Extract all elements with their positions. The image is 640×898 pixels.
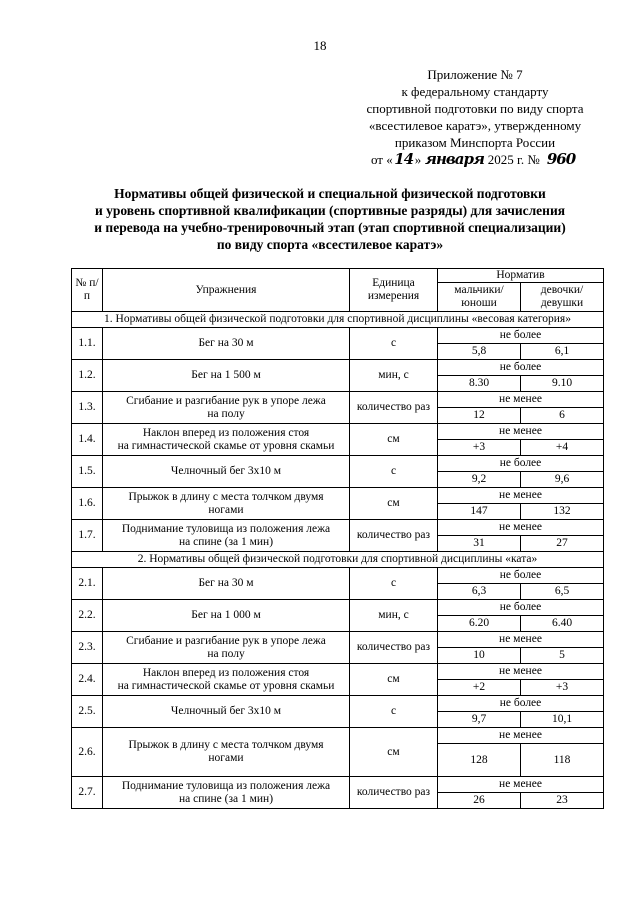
header-norm: Норматив bbox=[438, 269, 604, 283]
title-line: Нормативы общей физической и специальной физической подготовки bbox=[114, 186, 546, 201]
order-date-line bbox=[340, 151, 610, 168]
row-number: 2.6. bbox=[72, 728, 103, 777]
boys-value: +2 bbox=[438, 680, 521, 696]
girls-value: 132 bbox=[521, 504, 604, 520]
boys-value: 6.20 bbox=[438, 616, 521, 632]
criterion: не более bbox=[438, 600, 604, 616]
exercise-line: Поднимание туловища из положения лежа bbox=[121, 522, 331, 535]
unit: с bbox=[350, 456, 438, 488]
table-row bbox=[72, 696, 604, 712]
header-girls: девочки/ девушки bbox=[521, 283, 604, 312]
unit: с bbox=[350, 568, 438, 600]
criterion: не менее bbox=[438, 632, 604, 648]
boys-value: 10 bbox=[438, 648, 521, 664]
row-number: 2.4. bbox=[72, 664, 103, 696]
exercise-line: ногами bbox=[208, 503, 244, 516]
exercise-line: на гимнастической скамье от уровня скамьи bbox=[117, 439, 335, 452]
header-unit: Единица измерения bbox=[350, 269, 438, 312]
row-number: 2.5. bbox=[72, 696, 103, 728]
table-body bbox=[72, 312, 604, 809]
row-number: 1.3. bbox=[72, 392, 103, 424]
girls-value: 23 bbox=[521, 793, 604, 809]
section-title: 2. Нормативы общей физической подготовки для спортивной дисциплины «ката» bbox=[72, 552, 604, 568]
row-number: 1.5. bbox=[72, 456, 103, 488]
unit: количество раз bbox=[350, 392, 438, 424]
boys-value: +3 bbox=[438, 440, 521, 456]
table-row bbox=[72, 360, 604, 376]
criterion: не менее bbox=[438, 777, 604, 793]
boys-value: 147 bbox=[438, 504, 521, 520]
unit: см bbox=[350, 424, 438, 456]
girls-value: +3 bbox=[521, 680, 604, 696]
unit: с bbox=[350, 696, 438, 728]
section-row bbox=[72, 312, 604, 328]
unit: см bbox=[350, 488, 438, 520]
table-row bbox=[72, 664, 604, 680]
header-boys: мальчики/ юноши bbox=[438, 283, 521, 312]
girls-value: 6,1 bbox=[521, 344, 604, 360]
criterion: не более bbox=[438, 456, 604, 472]
exercise-line: Бег на 30 м bbox=[198, 577, 254, 589]
table-row bbox=[72, 568, 604, 584]
exercise-name bbox=[103, 777, 350, 809]
unit: мин, с bbox=[350, 360, 438, 392]
row-number: 2.3. bbox=[72, 632, 103, 664]
boys-value: 6,3 bbox=[438, 584, 521, 600]
table-row bbox=[72, 600, 604, 616]
document-title bbox=[60, 185, 600, 253]
boys-value: 12 bbox=[438, 408, 521, 424]
criterion: не более bbox=[438, 568, 604, 584]
row-number: 1.2. bbox=[72, 360, 103, 392]
row-number: 1.1. bbox=[72, 328, 103, 360]
row-number: 2.1. bbox=[72, 568, 103, 600]
girls-value: 9.10 bbox=[521, 376, 604, 392]
exercise-line: Сгибание и разгибание рук в упоре лежа bbox=[126, 394, 326, 407]
date-mid: » bbox=[414, 152, 422, 167]
criterion: не менее bbox=[438, 424, 604, 440]
appendix-line: к федеральному стандарту bbox=[401, 84, 549, 99]
exercise-line: Бег на 30 м bbox=[198, 337, 254, 349]
exercise-line: на полу bbox=[207, 647, 245, 660]
criterion: не менее bbox=[438, 728, 604, 744]
row-number: 1.4. bbox=[72, 424, 103, 456]
standards-table bbox=[71, 268, 604, 809]
exercise-name bbox=[103, 328, 350, 360]
exercise-name bbox=[103, 360, 350, 392]
unit: см bbox=[350, 664, 438, 696]
criterion: не менее bbox=[438, 392, 604, 408]
girls-value: 6.40 bbox=[521, 616, 604, 632]
header-number: № п/п bbox=[72, 269, 103, 312]
table-row bbox=[72, 328, 604, 344]
table-row bbox=[72, 777, 604, 793]
appendix-line: приказом Минспорта России bbox=[394, 135, 556, 150]
row-number: 1.6. bbox=[72, 488, 103, 520]
appendix-block bbox=[340, 66, 610, 168]
table-row bbox=[72, 488, 604, 504]
title-line: по виду спорта «всестилевое каратэ» bbox=[216, 237, 444, 252]
exercise-line: ногами bbox=[208, 752, 244, 764]
exercise-name bbox=[103, 520, 350, 552]
unit: мин, с bbox=[350, 600, 438, 632]
exercise-name bbox=[103, 488, 350, 520]
boys-value: 9,2 bbox=[438, 472, 521, 488]
boys-value: 5,8 bbox=[438, 344, 521, 360]
table-row bbox=[72, 424, 604, 440]
criterion: не более bbox=[438, 328, 604, 344]
exercise-line: на спине (за 1 мин) bbox=[178, 792, 274, 805]
unit: количество раз bbox=[350, 777, 438, 809]
page-number: 18 bbox=[313, 38, 327, 53]
exercise-name bbox=[103, 632, 350, 664]
exercise-name bbox=[103, 600, 350, 632]
criterion: не более bbox=[438, 360, 604, 376]
unit: см bbox=[350, 728, 438, 777]
girls-value: 6,5 bbox=[521, 584, 604, 600]
exercise-name bbox=[103, 728, 350, 777]
exercise-line: Наклон вперед из положения стоя bbox=[142, 426, 310, 439]
exercise-line: Сгибание и разгибание рук в упоре лежа bbox=[126, 634, 326, 647]
girls-value: 118 bbox=[521, 744, 604, 777]
exercise-name bbox=[103, 696, 350, 728]
criterion: не менее bbox=[438, 488, 604, 504]
boys-value: 128 bbox=[438, 744, 521, 777]
row-number: 1.7. bbox=[72, 520, 103, 552]
girls-value: 9,6 bbox=[521, 472, 604, 488]
boys-value: 31 bbox=[438, 536, 521, 552]
section-row bbox=[72, 552, 604, 568]
row-number: 2.2. bbox=[72, 600, 103, 632]
table-row bbox=[72, 392, 604, 408]
boys-value: 8.30 bbox=[438, 376, 521, 392]
date-prefix: от « bbox=[370, 152, 393, 167]
exercise-line: Прыжок в длину с места толчком двумя bbox=[128, 739, 324, 751]
exercise-name bbox=[103, 664, 350, 696]
exercise-line: Челночный бег 3х10 м bbox=[170, 705, 282, 717]
girls-value: 6 bbox=[521, 408, 604, 424]
exercise-name bbox=[103, 456, 350, 488]
unit: количество раз bbox=[350, 632, 438, 664]
boys-value: 9,7 bbox=[438, 712, 521, 728]
unit: с bbox=[350, 328, 438, 360]
exercise-line: Наклон вперед из положения стоя bbox=[142, 666, 310, 679]
girls-value: 5 bbox=[521, 648, 604, 664]
boys-value: 26 bbox=[438, 793, 521, 809]
row-number: 2.7. bbox=[72, 777, 103, 809]
exercise-line: на полу bbox=[207, 407, 245, 420]
section-title: 1. Нормативы общей физической подготовки для спортивной дисциплины «весовая категория» bbox=[72, 312, 604, 328]
girls-value: 27 bbox=[521, 536, 604, 552]
exercise-line: Челночный бег 3х10 м bbox=[170, 465, 282, 477]
exercise-line: Бег на 1 000 м bbox=[191, 609, 261, 621]
table-row bbox=[72, 728, 604, 744]
exercise-name bbox=[103, 568, 350, 600]
table-row bbox=[72, 456, 604, 472]
exercise-line: Прыжок в длину с места толчком двумя bbox=[128, 490, 324, 503]
unit: количество раз bbox=[350, 520, 438, 552]
exercise-line: Поднимание туловища из положения лежа bbox=[121, 779, 331, 792]
exercise-name bbox=[103, 424, 350, 456]
appendix-line: «всестилевое каратэ», утвержденному bbox=[368, 118, 582, 133]
appendix-line: спортивной подготовки по виду спорта bbox=[366, 101, 584, 116]
table-row bbox=[72, 632, 604, 648]
title-line: и уровень спортивной квалификации (спортивные разряды) для зачисления bbox=[94, 203, 566, 218]
exercise-name bbox=[103, 392, 350, 424]
title-line: и перевода на учебно-тренировочный этап (этап спортивной специализации) bbox=[94, 220, 566, 235]
exercise-line: на гимнастической скамье от уровня скамьи bbox=[117, 679, 335, 692]
table-row bbox=[72, 520, 604, 536]
criterion: не менее bbox=[438, 664, 604, 680]
criterion: не более bbox=[438, 696, 604, 712]
date-year: 2025 г. № bbox=[487, 152, 540, 167]
header-exercise: Упражнения bbox=[103, 269, 350, 312]
girls-value: +4 bbox=[521, 440, 604, 456]
criterion: не менее bbox=[438, 520, 604, 536]
exercise-line: Бег на 1 500 м bbox=[191, 369, 261, 381]
handwritten-day: 14 bbox=[394, 150, 414, 168]
handwritten-order-number: 960 bbox=[546, 150, 576, 168]
handwritten-month: января bbox=[425, 150, 484, 168]
exercise-line: на спине (за 1 мин) bbox=[178, 535, 274, 548]
appendix-line: Приложение № 7 bbox=[427, 67, 523, 82]
girls-value: 10,1 bbox=[521, 712, 604, 728]
